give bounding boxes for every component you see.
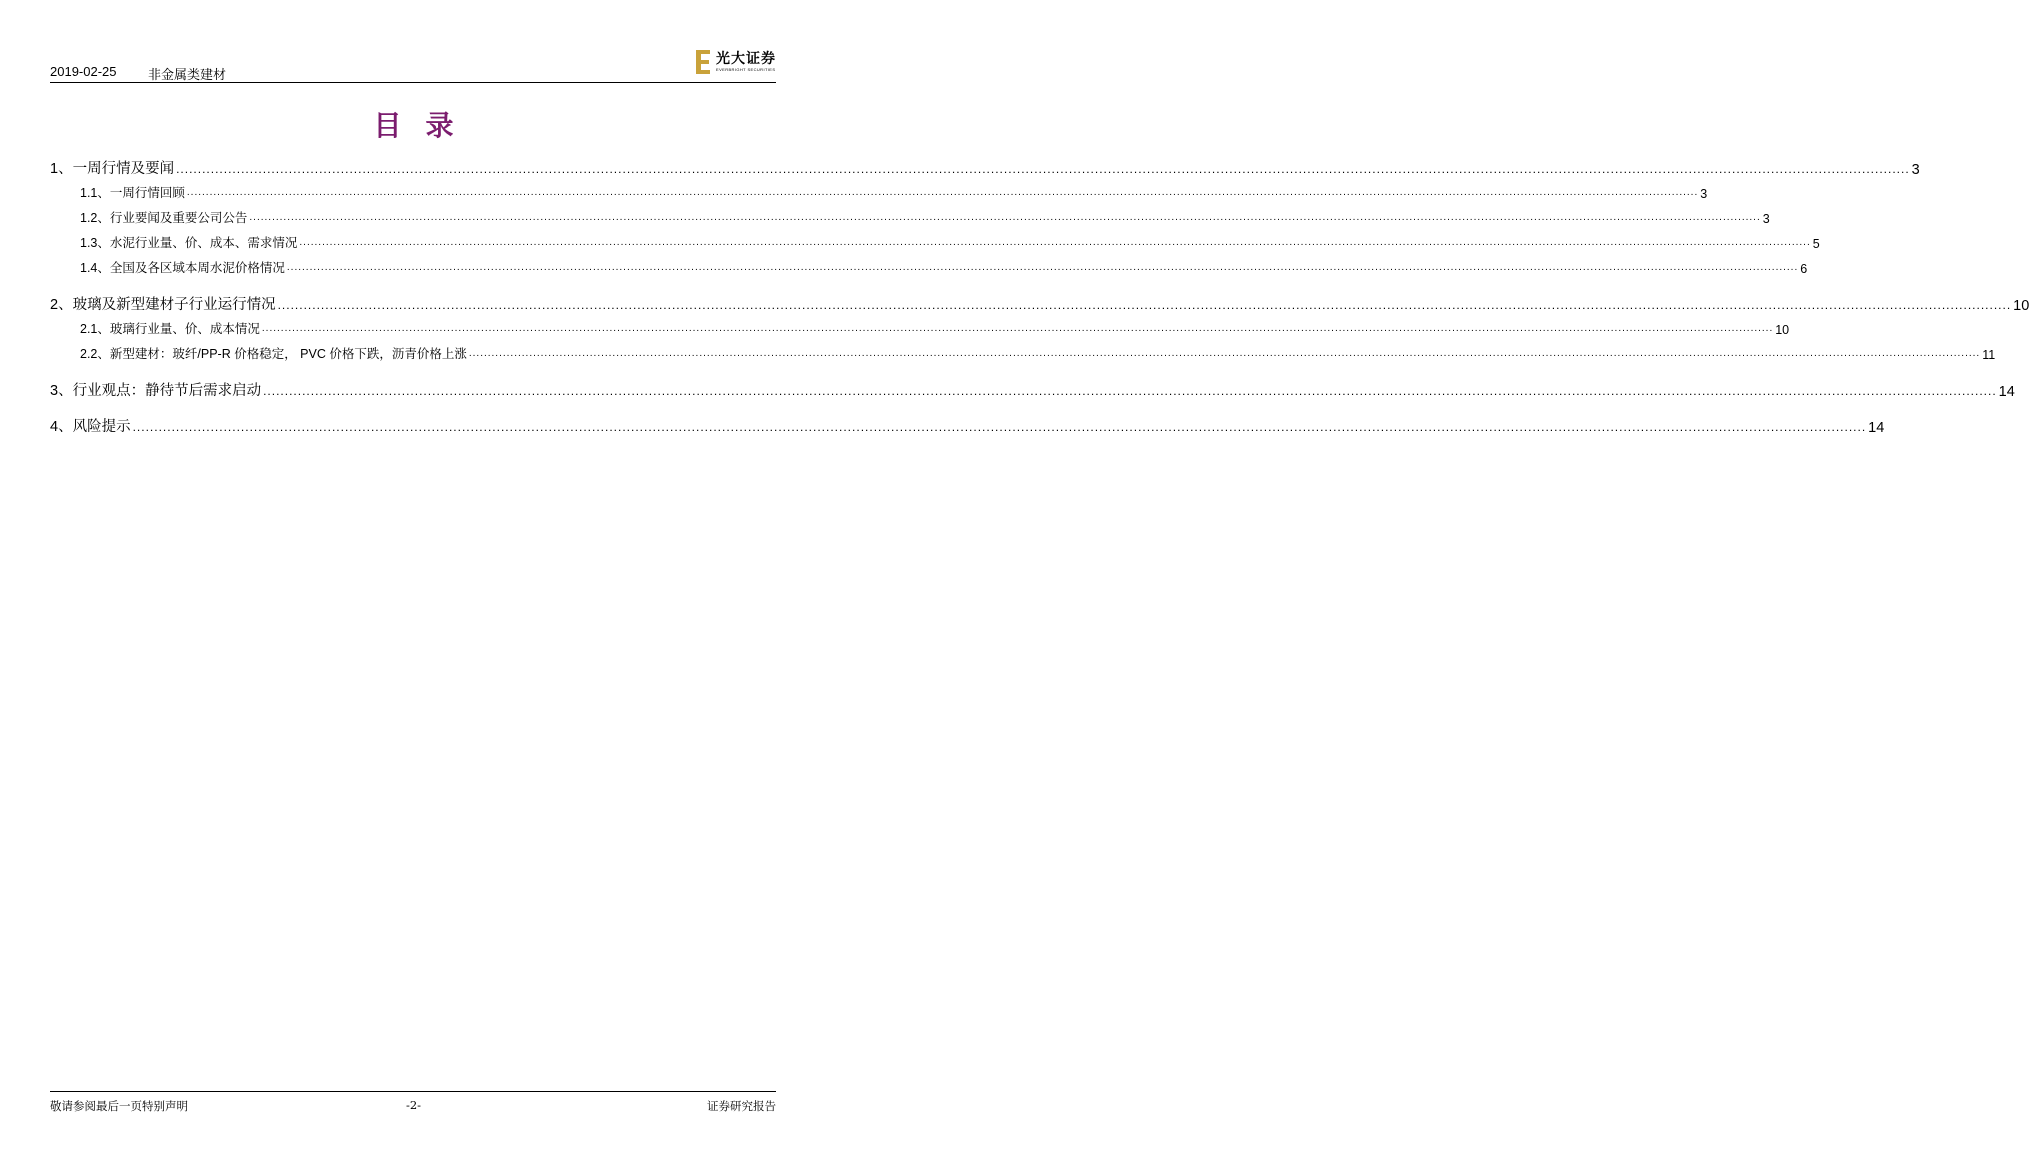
toc-entry-number: 1.4、 [80,261,110,275]
toc-entry-number: 3、 [50,383,73,399]
toc-leader-dots: ................................................................................................................................................................................................................................................................................................................................................................................................................ [468,348,1981,359]
toc-title: 目录 [373,109,478,142]
toc-entry-number: 2.1、 [80,322,110,336]
toc-entry-title: 一周行情回顾 [109,186,185,200]
toc-entry-title: 水泥行业量、价、成本、需求情况 [109,236,298,250]
toc-leader-dots: ................................................................................................................................................................................................................................................................................................................................................................................................................ [249,212,1761,223]
footer-divider [50,1091,776,1092]
toc-entry-title: 全国及各区域本周水泥价格情况 [109,261,285,275]
toc-entry[interactable] [50,416,1885,436]
toc-entry-page: 5 [1812,237,1820,251]
toc-entry-number: 2、 [50,297,73,313]
toc-entry-number: 1、 [50,161,73,177]
toc-entry[interactable] [50,319,1790,337]
toc-entry[interactable] [50,158,1920,178]
toc-entry[interactable] [50,233,1820,251]
toc-entry-page: 3 [1762,212,1770,226]
page-number: -2- [405,1098,422,1112]
toc-entry-page: 14 [1998,384,2015,400]
everbright-logo-icon [696,50,712,74]
toc-entry-number: 1.2、 [80,211,110,225]
company-logo [696,50,776,74]
toc-entry-title: 新型建材：玻纤/PP-R 价格稳定， PVC 价格下跌，沥青价格上涨 [109,347,467,361]
toc-leader-dots: ................................................................................................................................................................................................................................................................................................................................................................................................................ [299,237,1811,248]
toc-leader-dots: ................................................................................................................................................................................................................................................................................................................................................................................................................ [263,384,1997,398]
toc-entry-title: 一周行情及要闻 [72,161,175,177]
toc-entry-page: 10 [2013,298,2029,314]
toc-entry-title: 行业要闻及重要公司公告 [109,211,248,225]
toc-entry-number: 4、 [50,419,73,435]
toc-entry-page: 14 [1868,420,1885,436]
toc-leader-dots: ................................................................................................................................................................................................................................................................................................................................................................................................................ [186,187,1699,198]
toc-entry-title: 玻璃行业量、价、成本情况 [109,322,260,336]
toc-entry-page: 3 [1700,187,1708,201]
toc-entry[interactable] [50,294,2029,314]
toc-leader-dots: ................................................................................................................................................................................................................................................................................................................................................................................................................ [286,262,1799,273]
report-category: 非金属类建材 [148,67,227,82]
toc-entry-title: 行业观点：静待节后需求启动 [72,383,262,399]
toc-entry[interactable] [50,380,2015,400]
toc-entry-number: 1.1、 [80,186,110,200]
toc-entry[interactable] [50,258,1808,276]
toc-entry-page: 10 [1775,323,1790,337]
toc-entry-page: 11 [1982,348,1996,362]
toc-entry-number: 1.3、 [80,236,110,250]
toc-entry[interactable] [50,208,1770,226]
toc-leader-dots: ................................................................................................................................................................................................................................................................................................................................................................................................................ [176,162,1910,176]
toc-leader-dots: ................................................................................................................................................................................................................................................................................................................................................................................................................ [261,323,1774,334]
toc-entry-title: 玻璃及新型建材子行业运行情况 [72,297,276,313]
toc-leader-dots: ................................................................................................................................................................................................................................................................................................................................................................................................................ [277,298,2012,312]
toc-entry-title: 风险提示 [72,419,131,435]
toc-entry-page: 6 [1800,262,1808,276]
logo-english-name: EVERBRIGHT SECURITIES [716,67,776,72]
header-divider [50,82,776,83]
toc-entry[interactable] [50,344,1996,362]
toc-entry[interactable] [50,183,1708,201]
toc-entry-page: 3 [1911,162,1920,178]
logo-chinese-name: 光大证券 [716,51,776,67]
toc-entry-number: 2.2、 [80,347,110,361]
report-date: 2019-02-25 [50,64,117,79]
footer-report-type: 证券研究报告 [707,1099,776,1113]
toc-leader-dots: ................................................................................................................................................................................................................................................................................................................................................................................................................ [132,420,1867,434]
page-header [50,51,776,82]
footer-disclaimer: 敬请参阅最后一页特别声明 [50,1099,188,1113]
